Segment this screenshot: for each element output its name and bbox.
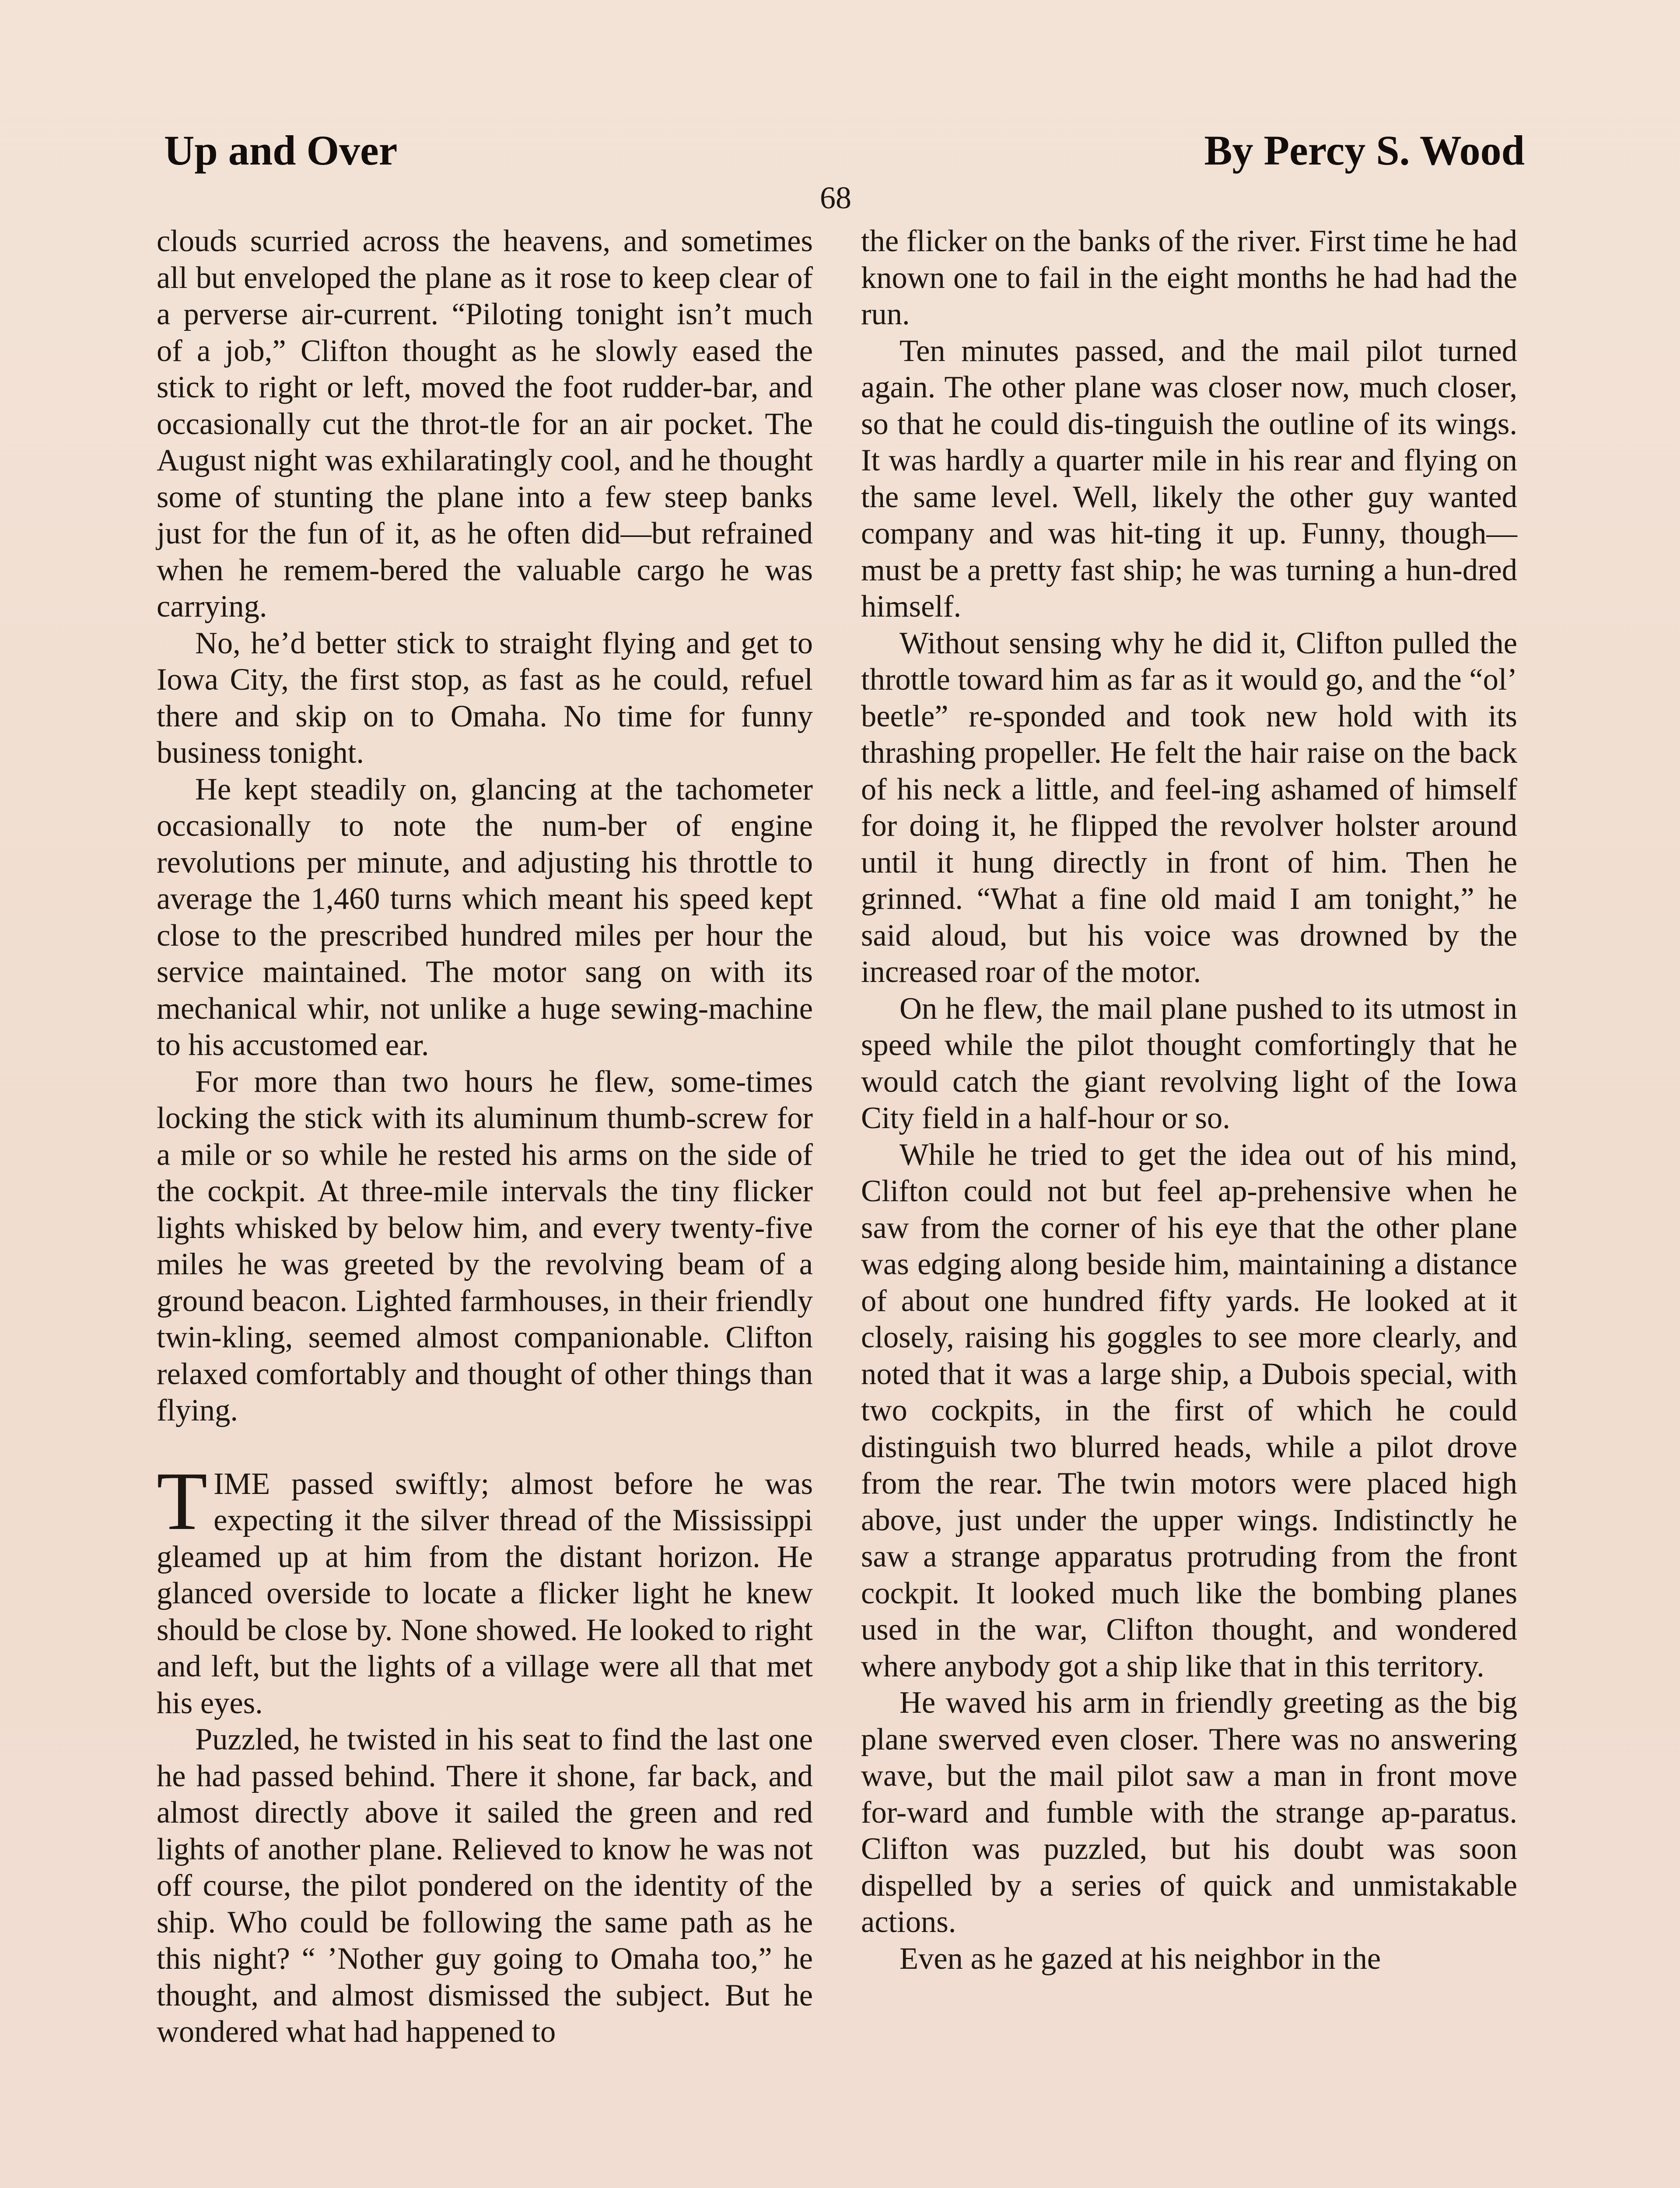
paragraph: Without sensing why he did it, Clifton pulled the throttle toward him as far as it would go, and the “ol’ beetle” re-sponded and took new hold with its thrashing propeller. He felt the hair raise on the back of his neck a little, and feel-ing ashamed of himself for doing it, he flipped the revolver holster around until it hung directly in front of him. Then he grinned. “What a fine old maid I am tonight,” he said aloud, but his voice was drowned by the increased roar of the motor. — [861, 626, 1517, 989]
paragraph: the flicker on the banks of the river. First time he had known one to fail in the eight months he had had the run. — [861, 224, 1517, 331]
section-opening-paragraph — [157, 1455, 813, 1722]
paragraph: While he tried to get the idea out of his mind, Clifton could not but feel ap-prehensive when he saw from the corner of his eye that the other plane was edging along beside him, maintaining a distance of about one hundred fifty yards. He looked at it closely, raising his goggles to see more clearly, and noted that it was a large ship, a Dubois special, with two cockpits, in the first of which he could distinguish two blurred heads, while a pilot drove from the rear. The twin motors were placed high above, just under the upper wings. Indistinctly he saw a strange apparatus protruding from the front cockpit. It looked much like the bombing planes used in the war, Clifton thought, and wondered where anybody got a ship like that in this territory. — [861, 1137, 1517, 1683]
section-opening-text: IME passed swiftly; almost before he was expecting it the silver thread of the Mississippi gleamed up at him from the distant horizon. He glanced overside to locate a flicker light he knew should be close by. None showed. He looked to right and left, but the lights of a village were all that met his eyes. — [157, 1466, 813, 1720]
paragraph: He waved his arm in friendly greeting as the big plane swerved even closer. There was no answering wave, but the mail pilot saw a man in front move for-ward and fumble with the strange ap-paratus. Clifton was puzzled, but his doubt was soon dispelled by a series of quick and unmistakable actions. — [861, 1686, 1517, 1939]
paragraph: On he flew, the mail plane pushed to its utmost in speed while the pilot thought comfortingly that he would catch the giant revolving light of the Iowa City field in a half-hour or so. — [861, 991, 1517, 1135]
paragraph: Puzzled, he twisted in his seat to find the last one he had passed behind. There it shone, far back, and almost directly above it sailed the green and red lights of another plane. Relieved to know he was not off course, the pilot pondered on the identity of the ship. Who could be following the same path as he this night? “ ’Nother guy going to Omaha too,” he thought, and almost dismissed the subject. But he wondered what had happened to — [157, 1722, 813, 2049]
page-number: 68 — [820, 180, 851, 215]
paragraph: Ten minutes passed, and the mail pilot turned again. The other plane was closer now, much closer, so that he could dis-tinguish the outline of its wings. It was hardly a quarter mile in his rear and flying on the same level. Well, likely the other guy wanted company and was hit-ting it up. Funny, though—must be a pretty fast ship; he was turning a hun-dred himself. — [861, 333, 1517, 624]
drop-cap-initial: T — [157, 1455, 208, 1547]
paragraph: clouds scurried across the heavens, and sometimes all but enveloped the plane as it rose to keep clear of a perverse air-current. “Piloting tonight isn’t much of a job,” Clifton thought as he slowly eased the stick to right or left, moved the foot rudder-bar, and occasionally cut the throt-tle for an air pocket. The August night was exhilaratingly cool, and he thought some of stunting the plane into a few steep banks just for the fun of it, as he often did—but refrained when he remem-bered the valuable cargo he was carrying. — [157, 224, 813, 624]
story-title: Up and Over — [164, 127, 398, 174]
paragraph: Even as he gazed at his neighbor in the — [900, 1941, 1381, 1976]
paragraph: For more than two hours he flew, some-times locking the stick with its aluminum thumb-screw for a mile or so while he rested his arms on the side of the cockpit. At three-mile intervals the tiny flicker lights whisked by below him, and every twenty-five miles he was greeted by the revolving beam of a ground beacon. Lighted farmhouses, in their friendly twin-kling, seemed almost companionable. Clifton relaxed comfortably and thought of other things than flying. — [157, 1064, 813, 1427]
right-text-column — [861, 223, 1517, 1977]
story-author: By Percy S. Wood — [1204, 127, 1525, 174]
left-text-column — [157, 223, 813, 2051]
paragraph: No, he’d better stick to straight flying and get to Iowa City, the first stop, as fast as he could, refuel there and skip on to Omaha. No time for funny business tonight. — [157, 626, 813, 770]
paragraph: He kept steadily on, glancing at the tachometer occasionally to note the num-ber of engine revolutions per minute, and adjusting his throttle to average the 1,460 turns which meant his speed kept close to the prescribed hundred miles per hour the service maintained. The motor sang on with its mechanical whir, not unlike a huge sewing-machine to his accustomed ear. — [157, 772, 813, 1062]
